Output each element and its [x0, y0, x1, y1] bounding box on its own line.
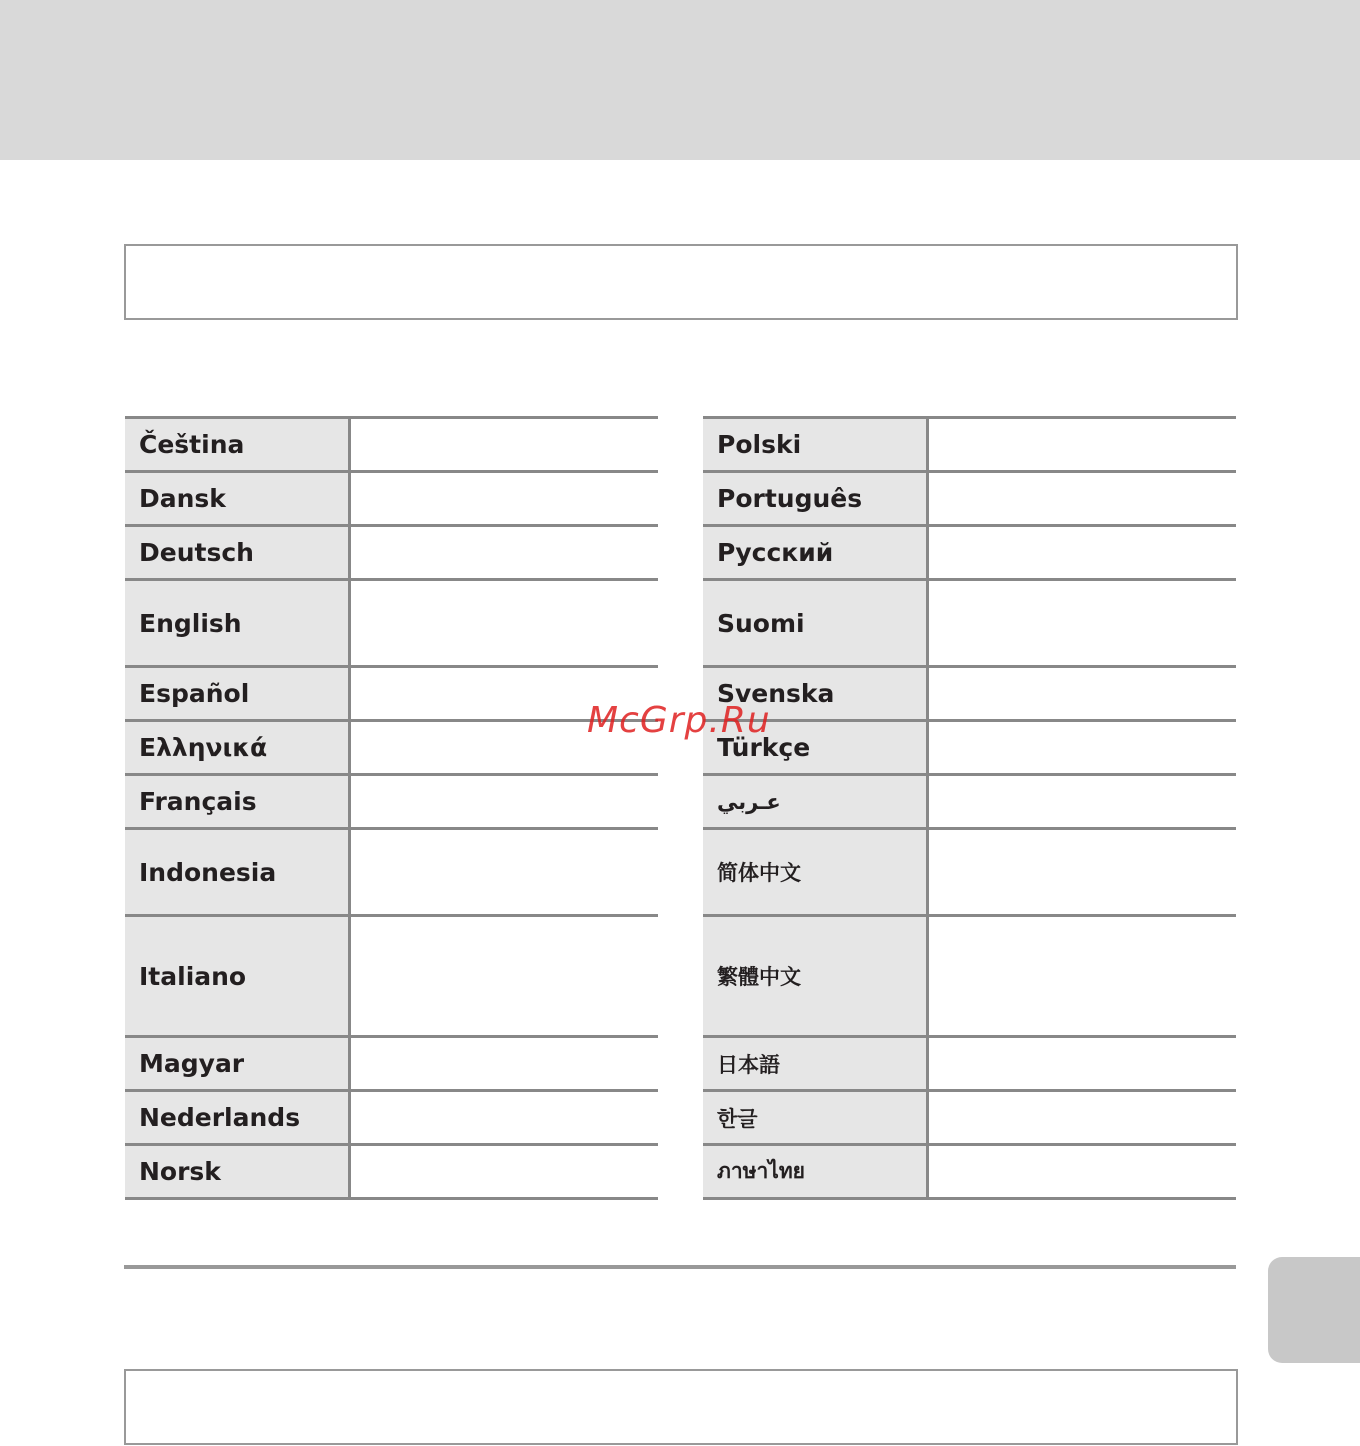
- language-description: [927, 721, 1236, 775]
- language-name: Español: [125, 667, 349, 721]
- language-name: 简体中文: [703, 829, 927, 916]
- language-name: Suomi: [703, 580, 927, 667]
- language-description: [349, 829, 658, 916]
- language-table-left: [125, 416, 658, 1200]
- table-row: [125, 526, 658, 580]
- language-description: [927, 775, 1236, 829]
- language-description: [349, 1145, 658, 1199]
- language-description: [927, 1091, 1236, 1145]
- language-name: عـربي: [703, 775, 927, 829]
- language-table-right: [703, 416, 1236, 1200]
- language-name: Polski: [703, 418, 927, 472]
- language-description: [927, 667, 1236, 721]
- language-name: Français: [125, 775, 349, 829]
- section-divider: [124, 1265, 1236, 1269]
- language-name: 繁體中文: [703, 916, 927, 1037]
- table-row: [125, 472, 658, 526]
- language-name: Русский: [703, 526, 927, 580]
- language-name: Indonesia: [125, 829, 349, 916]
- language-description: [349, 1091, 658, 1145]
- table-row: [125, 829, 658, 916]
- table-row: [125, 418, 658, 472]
- table-row: [703, 526, 1236, 580]
- language-description: [349, 1037, 658, 1091]
- table-row: [703, 916, 1236, 1037]
- table-row: [703, 580, 1236, 667]
- table-row: [703, 1145, 1236, 1199]
- language-description: [927, 526, 1236, 580]
- table-row: [703, 667, 1236, 721]
- language-description: [927, 1145, 1236, 1199]
- side-thumb-tab: [1268, 1257, 1360, 1363]
- bottom-note-box: [124, 1369, 1238, 1445]
- language-name: 日本語: [703, 1037, 927, 1091]
- language-name: Dansk: [125, 472, 349, 526]
- language-description: [349, 916, 658, 1037]
- language-description: [927, 829, 1236, 916]
- top-note-box: [124, 244, 1238, 320]
- table-row: [703, 1091, 1236, 1145]
- table-row: [703, 721, 1236, 775]
- table-row: [125, 667, 658, 721]
- language-description: [927, 916, 1236, 1037]
- table-row: [703, 775, 1236, 829]
- table-row: [125, 721, 658, 775]
- table-row: [125, 1145, 658, 1199]
- table-row: [703, 418, 1236, 472]
- table-row: [703, 829, 1236, 916]
- header-band: [0, 0, 1360, 160]
- language-name: English: [125, 580, 349, 667]
- table-row: [125, 1091, 658, 1145]
- language-description: [927, 1037, 1236, 1091]
- table-row: [703, 1037, 1236, 1091]
- language-description: [349, 775, 658, 829]
- table-row: [125, 916, 658, 1037]
- language-name: Deutsch: [125, 526, 349, 580]
- language-description: [349, 472, 658, 526]
- watermark: McGrp.Ru: [587, 700, 771, 741]
- language-name: 한글: [703, 1091, 927, 1145]
- table-row: [125, 1037, 658, 1091]
- table-row: [703, 472, 1236, 526]
- language-description: [927, 580, 1236, 667]
- language-name: Türkçe: [703, 721, 927, 775]
- language-name: ภาษาไทย: [703, 1145, 927, 1199]
- language-name: Ελληνικά: [125, 721, 349, 775]
- table-row: [125, 775, 658, 829]
- language-name: Svenska: [703, 667, 927, 721]
- language-name: Português: [703, 472, 927, 526]
- language-name: Nederlands: [125, 1091, 349, 1145]
- language-name: Magyar: [125, 1037, 349, 1091]
- language-name: Norsk: [125, 1145, 349, 1199]
- table-row: [125, 580, 658, 667]
- language-name: Čeština: [125, 418, 349, 472]
- language-description: [349, 580, 658, 667]
- language-description: [349, 526, 658, 580]
- language-description: [927, 472, 1236, 526]
- language-description: [927, 418, 1236, 472]
- language-name: Italiano: [125, 916, 349, 1037]
- language-description: [349, 418, 658, 472]
